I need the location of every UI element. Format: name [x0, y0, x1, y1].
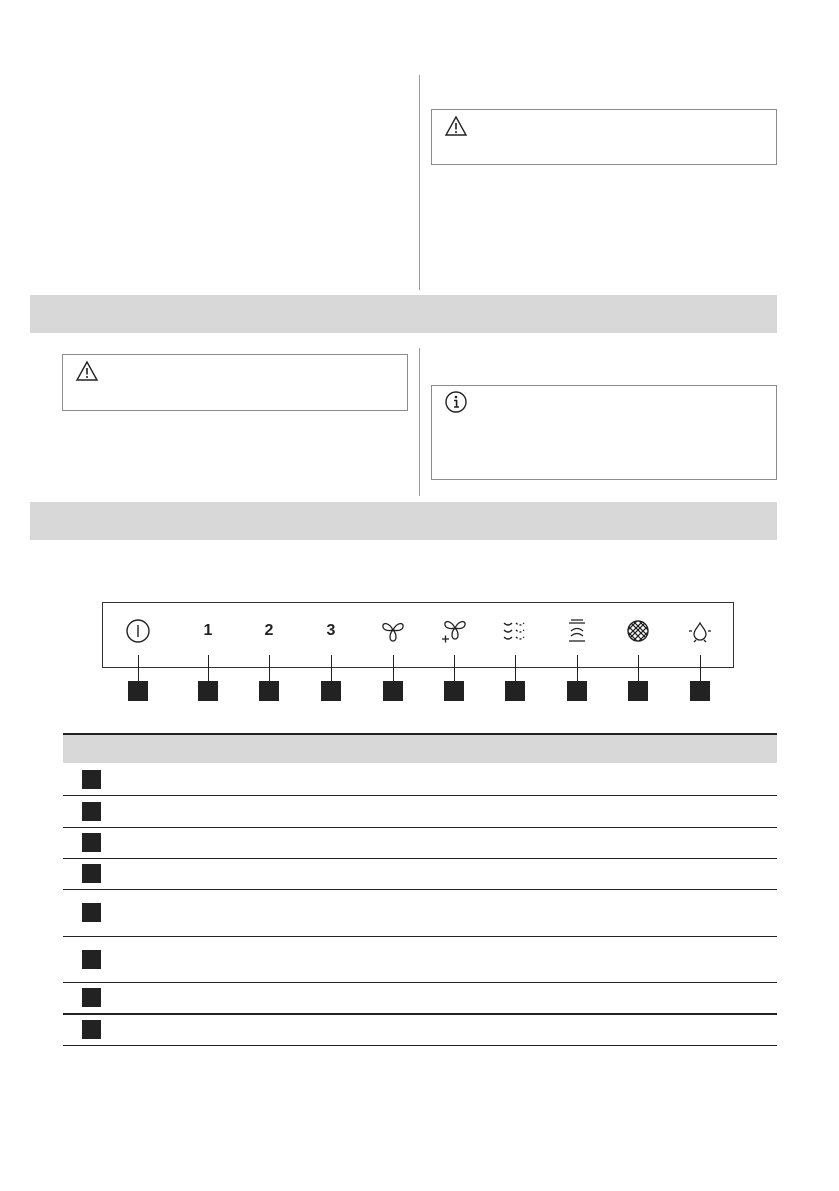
- warning-box-middle: [62, 354, 408, 411]
- odour-wave-icon[interactable]: [495, 614, 535, 648]
- warning-triangle-icon: [444, 115, 468, 137]
- callout-marker: [628, 681, 648, 701]
- table-bottom-border: [63, 1045, 777, 1046]
- speed-3-button[interactable]: 3: [326, 622, 336, 639]
- callout-marker: [567, 681, 587, 701]
- callout-marker: [321, 681, 341, 701]
- table-row-divider: [63, 827, 777, 828]
- callout-marker: [690, 681, 710, 701]
- leader-line: [269, 655, 270, 681]
- fan-icon[interactable]: [373, 614, 413, 648]
- warning-box-top: [431, 109, 777, 165]
- table-row-divider: [63, 795, 777, 796]
- light-icon[interactable]: [680, 614, 720, 648]
- leader-line: [138, 655, 139, 681]
- leader-line: [331, 655, 332, 681]
- table-row-marker: [82, 833, 101, 852]
- callout-marker: [444, 681, 464, 701]
- table-row-marker: [82, 903, 101, 922]
- table-row-divider: [63, 936, 777, 937]
- column-divider-middle: [419, 348, 420, 496]
- leader-line: [638, 655, 639, 681]
- table-row-divider: [63, 1013, 777, 1015]
- column-divider-top: [419, 75, 420, 290]
- table-row-marker: [82, 802, 101, 821]
- grease-filter-icon[interactable]: [618, 614, 658, 648]
- leader-line: [577, 655, 578, 681]
- hob-to-hood-icon[interactable]: [557, 614, 597, 648]
- table-row-divider: [63, 982, 777, 983]
- table-row-marker: [82, 770, 101, 789]
- speed-1-button[interactable]: 1: [203, 622, 213, 639]
- table-row-marker: [82, 988, 101, 1007]
- leader-line: [393, 655, 394, 681]
- info-box: [431, 385, 777, 480]
- info-circle-icon: [444, 390, 468, 414]
- callout-marker: [259, 681, 279, 701]
- callout-marker: [383, 681, 403, 701]
- speed-2-button[interactable]: 2: [264, 622, 274, 639]
- power-icon[interactable]: [118, 614, 158, 648]
- section-heading-band-2: [30, 502, 777, 540]
- leader-line: [515, 655, 516, 681]
- warning-triangle-icon: [75, 360, 99, 382]
- leader-line: [700, 655, 701, 681]
- section-heading-band-1: [30, 295, 777, 333]
- table-row-divider: [63, 858, 777, 859]
- callout-marker: [505, 681, 525, 701]
- fan-boost-icon[interactable]: [434, 614, 474, 648]
- leader-line: [454, 655, 455, 681]
- table-row-divider: [63, 889, 777, 890]
- table-header: [63, 733, 777, 763]
- table-row-marker: [82, 1020, 101, 1039]
- callout-marker: [198, 681, 218, 701]
- leader-line: [208, 655, 209, 681]
- callout-marker: [128, 681, 148, 701]
- table-row-marker: [82, 864, 101, 883]
- table-row-marker: [82, 950, 101, 969]
